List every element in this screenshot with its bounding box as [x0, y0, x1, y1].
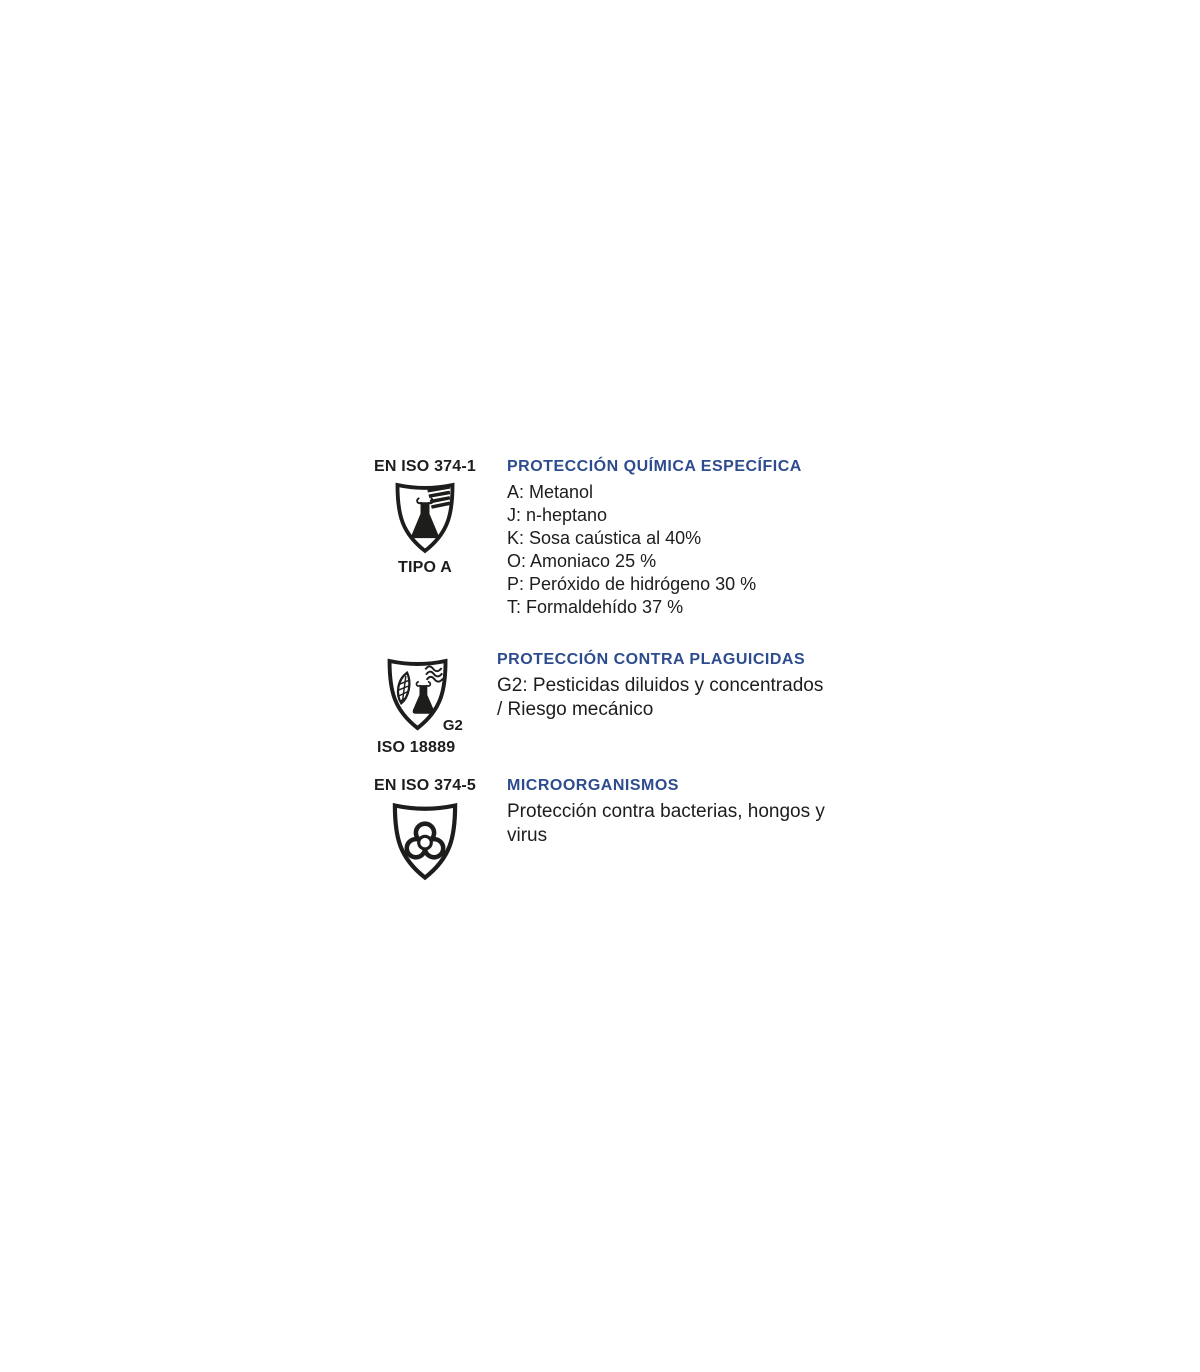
section-pesticide-protection	[377, 650, 823, 757]
pesticide-text-column	[497, 650, 823, 722]
micro-line-1: Protección contra bacterias, hongos y	[507, 801, 825, 822]
chemical-flask-shield-icon	[393, 479, 457, 555]
micro-text-column	[507, 776, 825, 848]
chemical-line-k: K: Sosa caústica al 40%	[507, 528, 702, 548]
pesticide-line-1: G2: Pesticidas diluidos y concentrados	[497, 675, 824, 696]
section-chemical-protection	[374, 457, 802, 619]
biohazard-shield-icon	[390, 799, 460, 882]
chemical-line-j: J: n-heptano	[507, 505, 608, 525]
standard-label-iso-18889: ISO 18889	[377, 739, 456, 756]
pesticide-standard-column	[377, 650, 473, 757]
chemical-line-a: A: Metanol	[507, 482, 594, 502]
micro-section-heading: MICROORGANISMOS	[507, 777, 679, 794]
micro-line-2: virus	[507, 825, 548, 846]
chemical-line-t: T: Formaldehído 37 %	[507, 597, 684, 617]
type-a-label: TIPO A	[398, 559, 452, 576]
chemical-section-heading: PROTECCIÓN QUÍMICA ESPECÍFICA	[507, 458, 802, 475]
chemical-text-column	[507, 457, 802, 619]
section-microorganisms	[374, 776, 825, 882]
micro-standard-column	[374, 776, 477, 882]
chemical-line-o: O: Amoniaco 25 %	[507, 551, 657, 571]
g2-badge-label: G2	[442, 716, 463, 734]
standard-label-en-iso-374-1: EN ISO 374-1	[374, 458, 477, 475]
pesticide-leaf-flask-shield-icon	[385, 655, 467, 736]
pesticide-line-2: / Riesgo mecánico	[497, 699, 654, 720]
pesticide-section-heading: PROTECCIÓN CONTRA PLAGUICIDAS	[497, 651, 806, 668]
chemical-line-p: P: Peróxido de hidrógeno 30 %	[507, 574, 757, 594]
chemical-standard-column	[374, 457, 477, 577]
standard-label-en-iso-374-5: EN ISO 374-5	[374, 777, 477, 794]
